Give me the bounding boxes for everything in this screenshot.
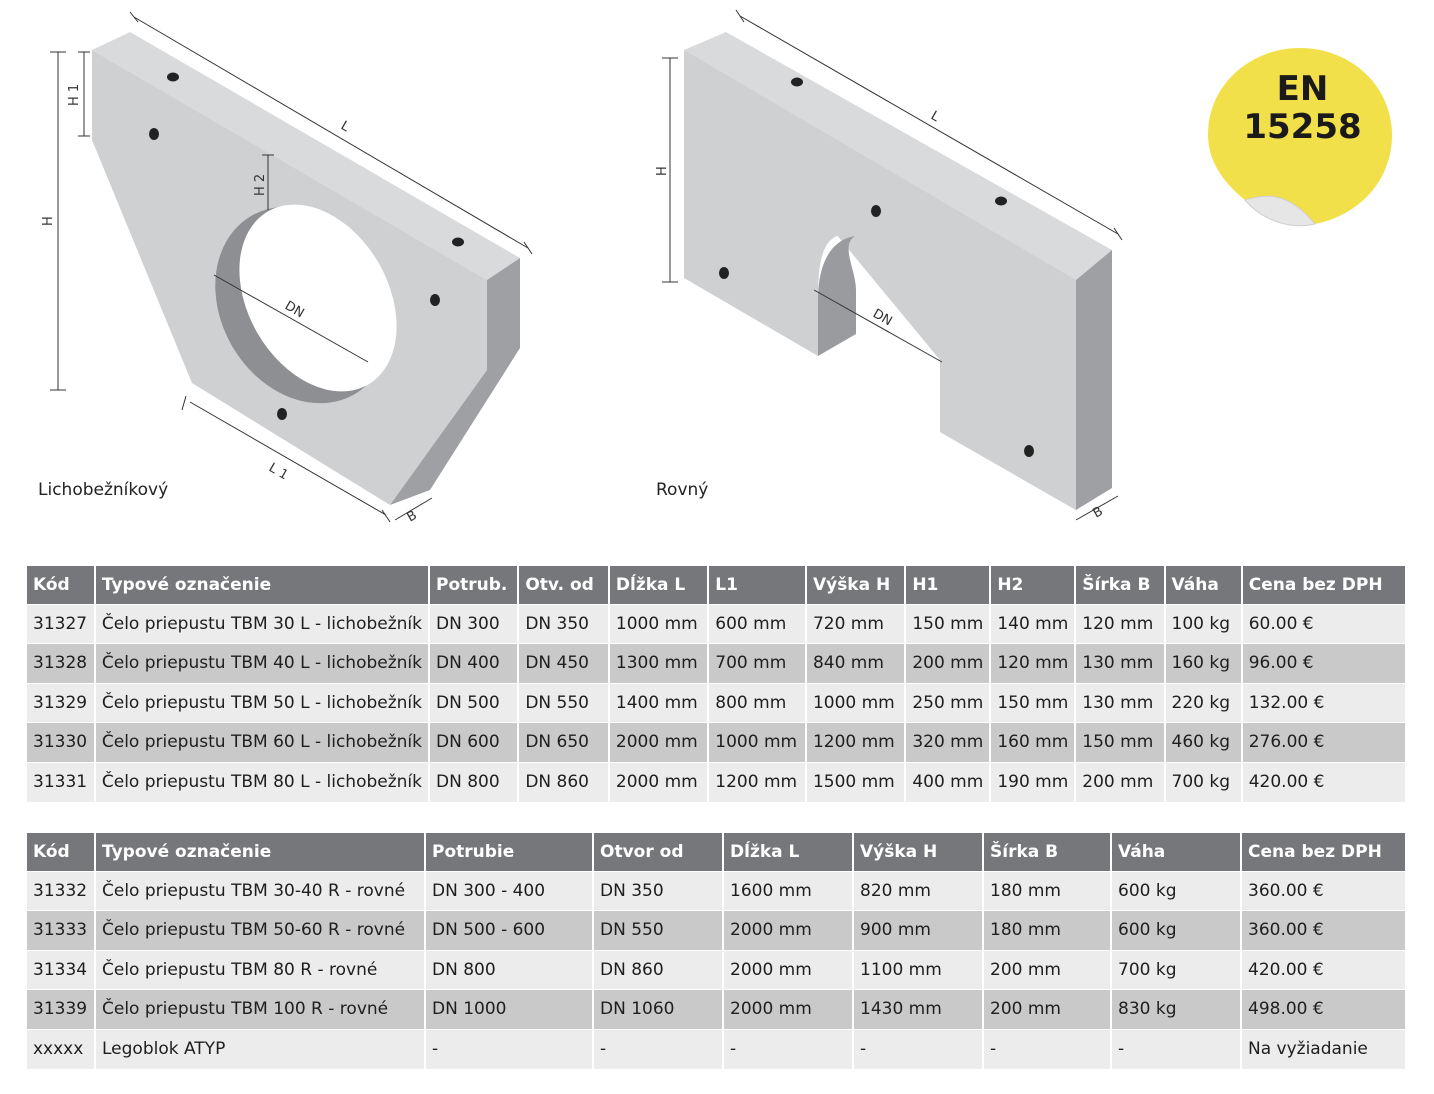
column-header: Šírka B [983, 833, 1111, 871]
anchor-hole [149, 128, 159, 140]
anchor-hole [452, 238, 464, 247]
table-cell: 1600 mm [723, 871, 853, 911]
table-row [27, 1029, 1405, 1069]
column-header: Šírka B [1075, 566, 1164, 604]
column-header: Otv. od [518, 566, 609, 604]
table-cell: 700 mm [708, 644, 806, 684]
table-cell: Čelo priepustu TBM 50 L - lichobežník [95, 683, 429, 723]
column-header: Kód [27, 833, 95, 871]
table-cell: 120 mm [990, 644, 1075, 684]
table-cell: 2000 mm [723, 911, 853, 951]
column-header: Typové označenie [95, 833, 425, 871]
table-cell: 460 kg [1165, 723, 1242, 763]
table-cell: Čelo priepustu TBM 80 R - rovné [95, 950, 425, 990]
drawing-caption-trapezoid: Lichobežníkový [38, 480, 169, 500]
column-header: L1 [708, 566, 806, 604]
table-cell: 420.00 € [1241, 950, 1405, 990]
trapezoid-price-table [27, 566, 1405, 802]
table-cell: - [983, 1029, 1111, 1069]
table-cell: 150 mm [905, 604, 990, 644]
table-cell: 200 mm [905, 644, 990, 684]
badge-line-1: EN [1276, 69, 1329, 109]
table-row [27, 911, 1405, 951]
table-cell: 100 kg [1165, 604, 1242, 644]
table-cell: DN 350 [518, 604, 609, 644]
table-cell: 1000 mm [708, 723, 806, 763]
table-cell: 1100 mm [853, 950, 983, 990]
table-cell: 96.00 € [1242, 644, 1405, 684]
table-cell: 180 mm [983, 871, 1111, 911]
anchor-hole [1024, 445, 1034, 457]
anchor-hole [719, 267, 729, 279]
dim-label-dn: DN [870, 306, 895, 330]
table-cell: DN 350 [593, 871, 723, 911]
table-cell: 276.00 € [1242, 723, 1405, 763]
table-header-row [27, 566, 1405, 604]
table-cell: 1200 mm [708, 762, 806, 802]
table-cell: 140 mm [990, 604, 1075, 644]
anchor-hole [277, 408, 287, 420]
table-cell: 132.00 € [1242, 683, 1405, 723]
anchor-hole [430, 294, 440, 306]
table-cell: 200 mm [983, 950, 1111, 990]
table-row [27, 950, 1405, 990]
table-cell: 900 mm [853, 911, 983, 951]
table-cell: DN 600 [429, 723, 518, 763]
column-header: Typové označenie [95, 566, 429, 604]
table-cell: 150 mm [1075, 723, 1164, 763]
table-cell: 31331 [27, 762, 95, 802]
table-cell: 180 mm [983, 911, 1111, 951]
column-header: Váha [1111, 833, 1241, 871]
dim-label-h: H [41, 216, 56, 226]
column-header: Cena bez DPH [1241, 833, 1405, 871]
table-cell: 2000 mm [723, 950, 853, 990]
column-header: Výška H [853, 833, 983, 871]
table-cell: DN 800 [425, 950, 593, 990]
table-cell: Čelo priepustu TBM 50-60 R - rovné [95, 911, 425, 951]
table-cell: 498.00 € [1241, 990, 1405, 1030]
table-cell: 1200 mm [806, 723, 905, 763]
column-header: Kód [27, 566, 95, 604]
column-header: Potrubie [425, 833, 593, 871]
table-cell: 1300 mm [609, 644, 708, 684]
table-cell: 31334 [27, 950, 95, 990]
table-cell: 1500 mm [806, 762, 905, 802]
straight-price-table [27, 833, 1405, 1069]
table-cell: - [1111, 1029, 1241, 1069]
table-cell: Čelo priepustu TBM 30-40 R - rovné [95, 871, 425, 911]
table-cell: Čelo priepustu TBM 80 L - lichobežník [95, 762, 429, 802]
table-cell: 31328 [27, 644, 95, 684]
table-cell: 31333 [27, 911, 95, 951]
drawing-caption-straight: Rovný [656, 480, 709, 500]
table-row [27, 762, 1405, 802]
table-cell: 360.00 € [1241, 871, 1405, 911]
table-cell: 720 mm [806, 604, 905, 644]
table-cell: 120 mm [1075, 604, 1164, 644]
column-header: Váha [1165, 566, 1242, 604]
table-cell: 130 mm [1075, 683, 1164, 723]
table-cell: - [593, 1029, 723, 1069]
table-cell: Čelo priepustu TBM 40 L - lichobežník [95, 644, 429, 684]
dim-label-l: L [928, 108, 942, 126]
table-cell: DN 450 [518, 644, 609, 684]
table-cell: DN 550 [593, 911, 723, 951]
table-cell: 60.00 € [1242, 604, 1405, 644]
table-cell: DN 550 [518, 683, 609, 723]
table-cell: 1000 mm [609, 604, 708, 644]
dim-label-b: B [404, 508, 420, 526]
table-cell: - [723, 1029, 853, 1069]
table-cell: Čelo priepustu TBM 30 L - lichobežník [95, 604, 429, 644]
table-cell: 130 mm [1075, 644, 1164, 684]
table-cell: 420.00 € [1242, 762, 1405, 802]
column-header: Otvor od [593, 833, 723, 871]
table-row [27, 723, 1405, 763]
table-cell: 320 mm [905, 723, 990, 763]
anchor-hole [871, 205, 881, 217]
column-header: Dĺžka L [609, 566, 708, 604]
table-cell: 200 mm [983, 990, 1111, 1030]
table-cell: 600 kg [1111, 871, 1241, 911]
table-cell: Čelo priepustu TBM 100 R - rovné [95, 990, 425, 1030]
table-cell: 31339 [27, 990, 95, 1030]
table-cell: 700 kg [1111, 950, 1241, 990]
table-cell: 800 mm [708, 683, 806, 723]
table-cell: 600 kg [1111, 911, 1241, 951]
table-cell: 360.00 € [1241, 911, 1405, 951]
column-header: Potrub. [429, 566, 518, 604]
table-cell: 1400 mm [609, 683, 708, 723]
column-header: Cena bez DPH [1242, 566, 1405, 604]
column-header: H1 [905, 566, 990, 604]
table-cell: 1000 mm [806, 683, 905, 723]
table-cell: Na vyžiadanie [1241, 1029, 1405, 1069]
table-cell: - [853, 1029, 983, 1069]
table-cell: 150 mm [990, 683, 1075, 723]
table-cell: DN 400 [429, 644, 518, 684]
table-cell: Legoblok ATYP [95, 1029, 425, 1069]
table-cell: 600 mm [708, 604, 806, 644]
badge-label [1200, 70, 1405, 146]
straight-wall-drawing [630, 0, 1190, 540]
table-row [27, 990, 1405, 1030]
table-cell: 160 kg [1165, 644, 1242, 684]
table-row [27, 644, 1405, 684]
table-cell: DN 500 - 600 [425, 911, 593, 951]
table-cell: 2000 mm [609, 723, 708, 763]
table-cell: DN 300 - 400 [425, 871, 593, 911]
anchor-hole [995, 197, 1007, 206]
anchor-hole [167, 73, 179, 82]
badge-line-2: 15258 [1243, 107, 1362, 147]
table-cell: 2000 mm [723, 990, 853, 1030]
trapezoid-wall-drawing [0, 0, 600, 540]
table-cell: DN 860 [593, 950, 723, 990]
table-cell: 200 mm [1075, 762, 1164, 802]
dim-label-l1: L 1 [266, 460, 291, 484]
dim-label-h2: H 2 [253, 173, 268, 196]
table-cell: 2000 mm [609, 762, 708, 802]
table-cell: DN 300 [429, 604, 518, 644]
table-cell: 220 kg [1165, 683, 1242, 723]
table-cell: DN 800 [429, 762, 518, 802]
table-cell: 700 kg [1165, 762, 1242, 802]
table-cell: 400 mm [905, 762, 990, 802]
table-cell: 1430 mm [853, 990, 983, 1030]
column-header: Dĺžka L [723, 833, 853, 871]
dim-label-l: L [338, 118, 352, 136]
table-header-row [27, 833, 1405, 871]
table-cell: 820 mm [853, 871, 983, 911]
table-cell: 250 mm [905, 683, 990, 723]
table-cell: DN 650 [518, 723, 609, 763]
dim-label-h: H [655, 166, 670, 176]
table-cell: DN 860 [518, 762, 609, 802]
table-cell: DN 1000 [425, 990, 593, 1030]
dim-label-h1: H 1 [67, 83, 82, 106]
table-cell: 830 kg [1111, 990, 1241, 1030]
table-row [27, 871, 1405, 911]
table-cell: 31330 [27, 723, 95, 763]
table-cell: DN 500 [429, 683, 518, 723]
table-cell: Čelo priepustu TBM 60 L - lichobežník [95, 723, 429, 763]
column-header: H2 [990, 566, 1075, 604]
table-cell: DN 1060 [593, 990, 723, 1030]
table-cell: 31332 [27, 871, 95, 911]
dim-label-dn: DN [282, 298, 307, 322]
table-cell: - [425, 1029, 593, 1069]
column-header: Výška H [806, 566, 905, 604]
table-cell: 160 mm [990, 723, 1075, 763]
anchor-hole [791, 78, 803, 87]
table-cell: 840 mm [806, 644, 905, 684]
table-row [27, 683, 1405, 723]
dim-label-b: B [1090, 504, 1106, 522]
wall-side-face [1076, 250, 1112, 510]
table-row [27, 604, 1405, 644]
table-cell: 31327 [27, 604, 95, 644]
table-cell: xxxxx [27, 1029, 95, 1069]
table-cell: 190 mm [990, 762, 1075, 802]
table-cell: 31329 [27, 683, 95, 723]
